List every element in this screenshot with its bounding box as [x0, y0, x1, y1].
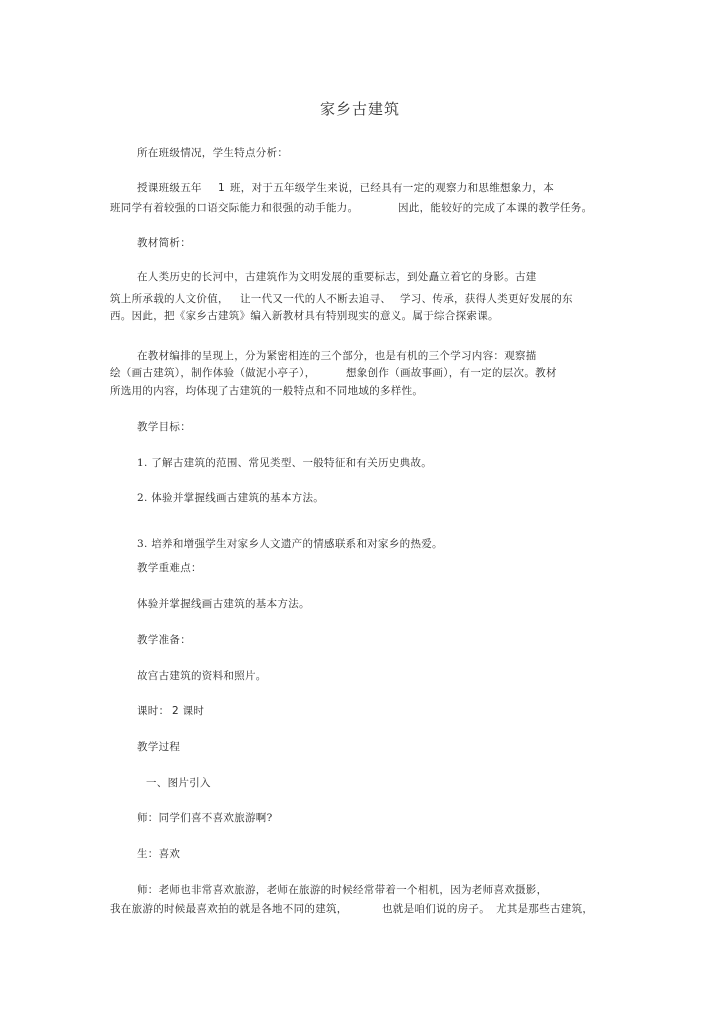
student-answer: 生：喜欢 [137, 848, 181, 860]
process-heading: 教学过程 [137, 741, 181, 753]
material-p2-line3: 所选用的内容，均体现了古建筑的一般特点和不同地域的多样性。 [110, 385, 424, 397]
class-line-2a: 班同学有着较强的口语交际能力和很强的动手能力。 [110, 202, 359, 214]
teacher-line-2b: 也就是咱们说的房子。 [382, 903, 490, 915]
material-p1-line2b: 让一代又一代的人不断去追寻、 [240, 293, 392, 305]
material-p2-line2a: 绘（画古建筑），制作体验（做泥小亭子）， [110, 367, 316, 379]
teacher-question: 师：同学们喜不喜欢旅游啊? [137, 812, 273, 824]
teacher-line-1: 师：老师也非常喜欢旅游，老师在旅游的时候经常带着一个相机，因为老师喜欢摄影， [137, 884, 548, 896]
material-p1-line1: 在人类历史的长河中，古建筑作为文明发展的重要标志，到处矗立着它的身影。古建 [137, 271, 537, 283]
goal-1: 1. 了解古建筑的范围、常见类型、一般特征和有关历史典故。 [137, 457, 433, 469]
goal-2: 2. 体验并掌握线画古建筑的基本方法。 [137, 492, 325, 504]
class-line-1b: 班，对于五年级学生来说，已经具有一定的观察力和思维想象力，本 [230, 182, 554, 194]
class-line-2b: 因此，能较好的完成了本课的教学任务。 [398, 202, 593, 214]
preparation-heading: 教学准备： [137, 634, 191, 646]
material-p1-line2a: 筑上所承载的人文价值， [110, 293, 229, 305]
teacher-line-2a: 我在旅游的时候最喜欢拍的就是各地不同的建筑， [110, 903, 348, 915]
goals-heading: 教学目标： [137, 421, 191, 433]
material-p2-line2b: 想象创作（画故事画），有一定的层次。教材 [346, 367, 557, 379]
material-p1-line2c: 学习、传承，获得人类更好发展的东 [400, 293, 573, 305]
class-line-1-num: 1 [218, 182, 225, 194]
teacher-line-2c: 尤其是那些古建筑， [496, 903, 594, 915]
material-heading: 教材简析： [137, 237, 191, 249]
hours-label: 课时： [137, 705, 170, 717]
page-title: 家乡古建筑 [319, 100, 400, 118]
class-line-1a: 授课班级五年 [137, 182, 202, 194]
goal-3: 3. 培养和增强学生对家乡人文遗产的情感联系和对家乡的热爱。 [137, 538, 443, 550]
preparation-text: 故宫古建筑的资料和照片。 [137, 670, 267, 682]
hours-value: 2 课时 [172, 705, 205, 717]
class-heading: 所在班级情况，学生特点分析： [137, 147, 289, 159]
key-points-text: 体验并掌握线画古建筑的基本方法。 [137, 598, 310, 610]
step-1: 一、图片引入 [146, 777, 211, 789]
material-p1-line3: 西。因此，把《家乡古建筑》编入新教材具有特别现实的意义。属于综合探索课。 [110, 310, 499, 322]
material-p2-line1: 在教材编排的呈现上，分为紧密相连的三个部分，也是有机的三个学习内容：观察描 [137, 350, 537, 362]
key-points-heading: 教学重难点： [137, 562, 202, 574]
